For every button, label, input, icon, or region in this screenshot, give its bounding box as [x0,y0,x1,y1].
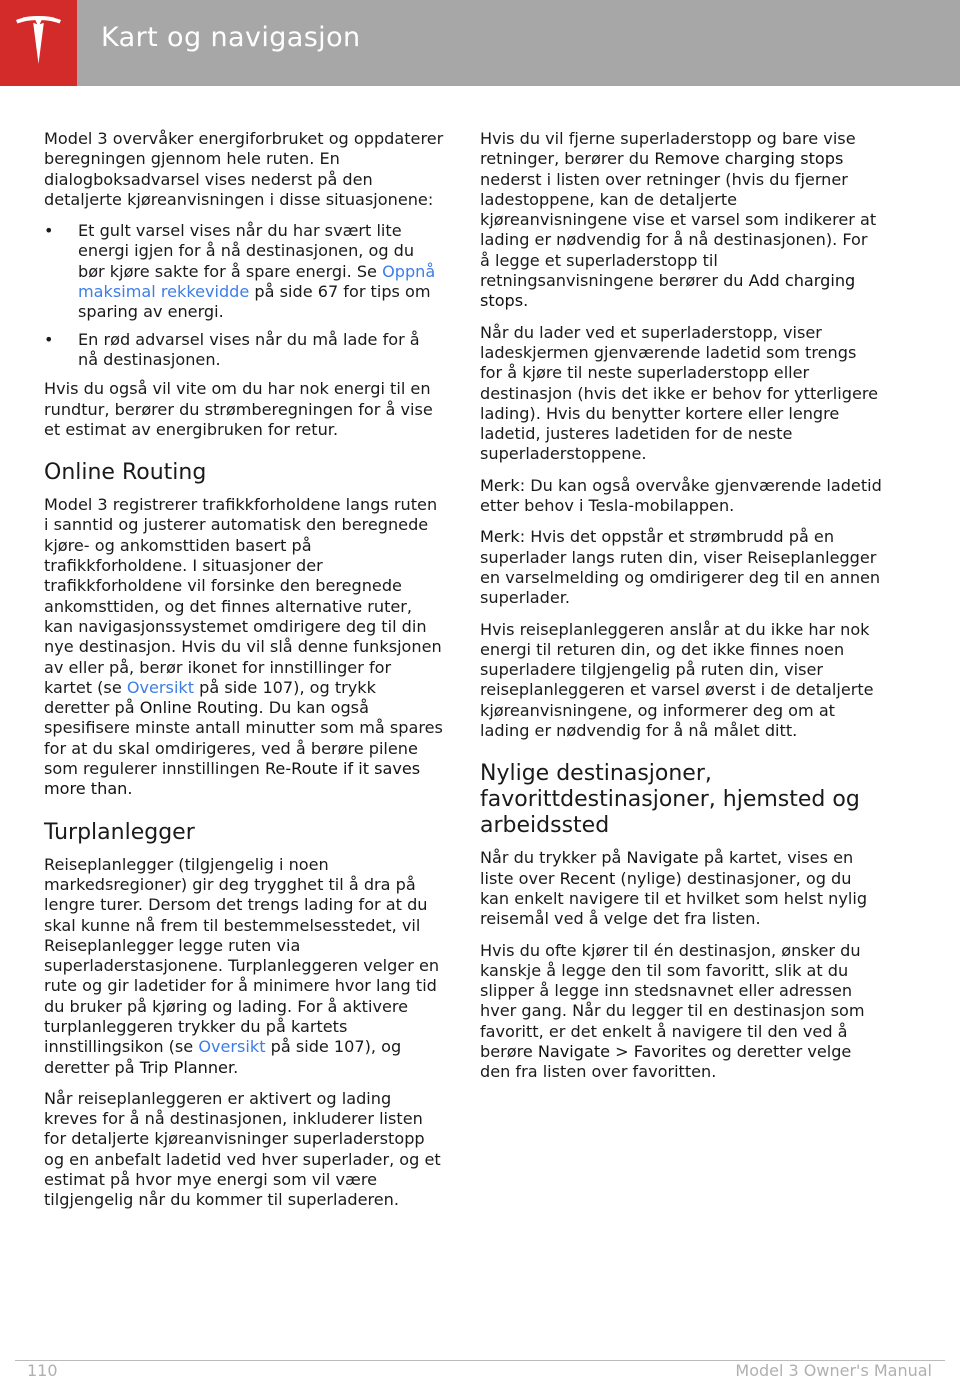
overview-link[interactable]: Oversikt [198,1037,266,1057]
page-title: Kart og navigasjon [101,22,361,53]
ui-term: Favorites [633,1041,707,1061]
warning-list [44,221,444,370]
trip-planner-paragraph-2: Når reiseplanleggeren er aktivert og lading kreves for å nå destinasjonen, inkluderer listen for detaljerte kjøreanvisninger superladerstopp og en anbefalt ladetid ved hver superlader, og et estimat på hvor mye energi som vil være tilgjengelig når du kommer til superladeren. [44,1088,441,1210]
charging-stops-paragraph: Hvis du vil fjerne superladerstopp og bare vise retninger, berører du Remove charging stops nederst i listen over retninger (hvis du fjerner ladestoppene, kan de detaljerte kjøreanvisningene vise et varsel som indikerer at lading er nødvendig for å nå destinasjonen). For å legge et superladerstopp til retningsanvisningene berører du Add charging stops. [480,129,877,311]
bullet: • [44,221,54,241]
charging-time-paragraph: Når du lader ved et superladerstopp, viser ladeskjermen gjenværende ladetid som trengs for å kjøre til neste superladerstopp eller destinasjon (hvis det ikke er behov for ytterligere lading). Hvis du benytter kortere eller lengre ladetid, justeres ladetiden for de neste superladerstoppene. [480,322,879,464]
list-item: • Et gult varsel vises når du har svært lite energi igjen for å nå destinasjonen, og du bør kjøre sakte for å spare energi. Se Oppnå maksimal rekkevidde på side 67 for tips om sparing av energi. [44,221,436,322]
ui-term: Remove charging stops [654,149,844,169]
note: Merk: Du kan også overvåke gjenværende ladetid etter behov i Tesla-mobilappen. [480,475,882,516]
recent-destinations-heading: Nylige destinasjoner, favorittdestinasjoner, hjemsted og arbeidssted [480,761,860,839]
intro-paragraph: Model 3 overvåker energiforbruket og oppdaterer beregningen gjennom hele ruten. En dialogboksadvarsel vises nederst på den detaljerte kjøreanvisningen i disse situasjonene: [44,129,444,209]
ui-term: Trip Planner [139,1057,234,1077]
bullet: • [44,329,54,349]
left-column [44,129,444,1222]
range-link[interactable]: Oppnå maksimal rekkevidde [78,261,436,302]
ui-term: Navigate [537,1041,611,1061]
ui-term: Re-Route if it saves more than [44,759,421,799]
right-column [480,129,882,1094]
round-trip-paragraph: Hvis du også vil vite om du har nok energi til en rundtur, berører du strømberegningen for å vise et estimat av energibruken for retur. [44,379,433,439]
note-label: Merk: [480,475,526,495]
ui-term: Navigate [626,848,699,868]
trip-planner-paragraph: Reiseplanlegger (tilgjengelig i noen markedsregioner) gir deg trygghet til å dra på lengre turer. Dersom det trengs lading for at du skal kunne nå frem til bestemmelsesstedet, vil Reiseplanlegger legge ruten via superladerstasjonene. Turplanleggeren velger en rute og gir ladetider for å minimere hvor lang tid du bruker på kjøring og lading. For å aktivere turplanleggeren trykker du på kartets innstillingsikon (se Oversikt på side 107), og deretter på Trip Planner. [44,854,440,1077]
tesla-logo-icon [14,14,63,70]
page-number: 110 [27,1361,58,1380]
insufficient-energy-paragraph: Hvis reiseplanleggeren anslår at du ikke har nok energi til returen din, og det ikke finnes noen superladere tilgjengelig på ruten din, viser reiseplanleggeren et varsel øverst i de detaljerte kjøreanvisningene, og informerer deg om at lading er nødvendig for å nå målet ditt. [480,619,874,741]
ui-term: Online Routing [139,698,259,718]
favorites-paragraph: Hvis du ofte kjører til én destinasjon, ønsker du kanskje å legge den til som favoritt, slik at du slipper å legge inn stedsnavnet eller adressen hver gang. Når du legger til en destinasjon som favoritt, er det enkelt å navigere til den ved å berøre Navigate > Favorites og deretter velge den fra listen over favoritten. [480,940,865,1082]
page-header [0,0,960,86]
manual-name: Model 3 Owner's Manual [735,1361,932,1380]
note: Merk: Hvis det oppstår et strømbrudd på en superlader langs ruten din, viser Reiseplanlegger en varselmelding og omdirigerer deg til en annen superlader. [480,527,881,608]
brand-logo-box [0,0,77,86]
online-routing-paragraph: Model 3 registrerer trafikkforholdene langs ruten i sanntid og justerer automatisk den beregnede kjøre- og ankomsttiden basert på trafikkforholdene. I situasjoner der trafikkforholdene vil forsinke den beregnede ankomsttiden, og det finnes alternative ruter, kan navigasjonssystemet omdirigere deg til din nye destinasjon. Hvis du vil slå denne funksjonen av eller på, berør ikonet for innstillinger for kartet (se Oversikt på side 107), og trykk deretter på Online Routing. Du kan også spesifisere minste antall minutter som må spares for at du skal omdirigeres, ved å berøre pilene som regulerer innstillingen Re-Route if it saves more than. [44,495,443,799]
online-routing-heading: Online Routing [44,460,207,486]
trip-planner-heading: Turplanlegger [44,819,195,845]
note-label: Merk: [480,527,526,547]
recent-paragraph: Når du trykker på Navigate på kartet, vises en liste over Recent (nylige) destinasjoner, og du kan enkelt navigere til et hvilket som helst nylig reisemål ved å velge det fra listen. [480,848,868,929]
overview-link[interactable]: Oversikt [126,677,195,697]
ui-term: Recent [559,868,616,888]
ui-term: Add charging stops [480,271,856,311]
list-item: • En rød advarsel vises når du må lade for å nå destinasjonen. [44,329,420,369]
